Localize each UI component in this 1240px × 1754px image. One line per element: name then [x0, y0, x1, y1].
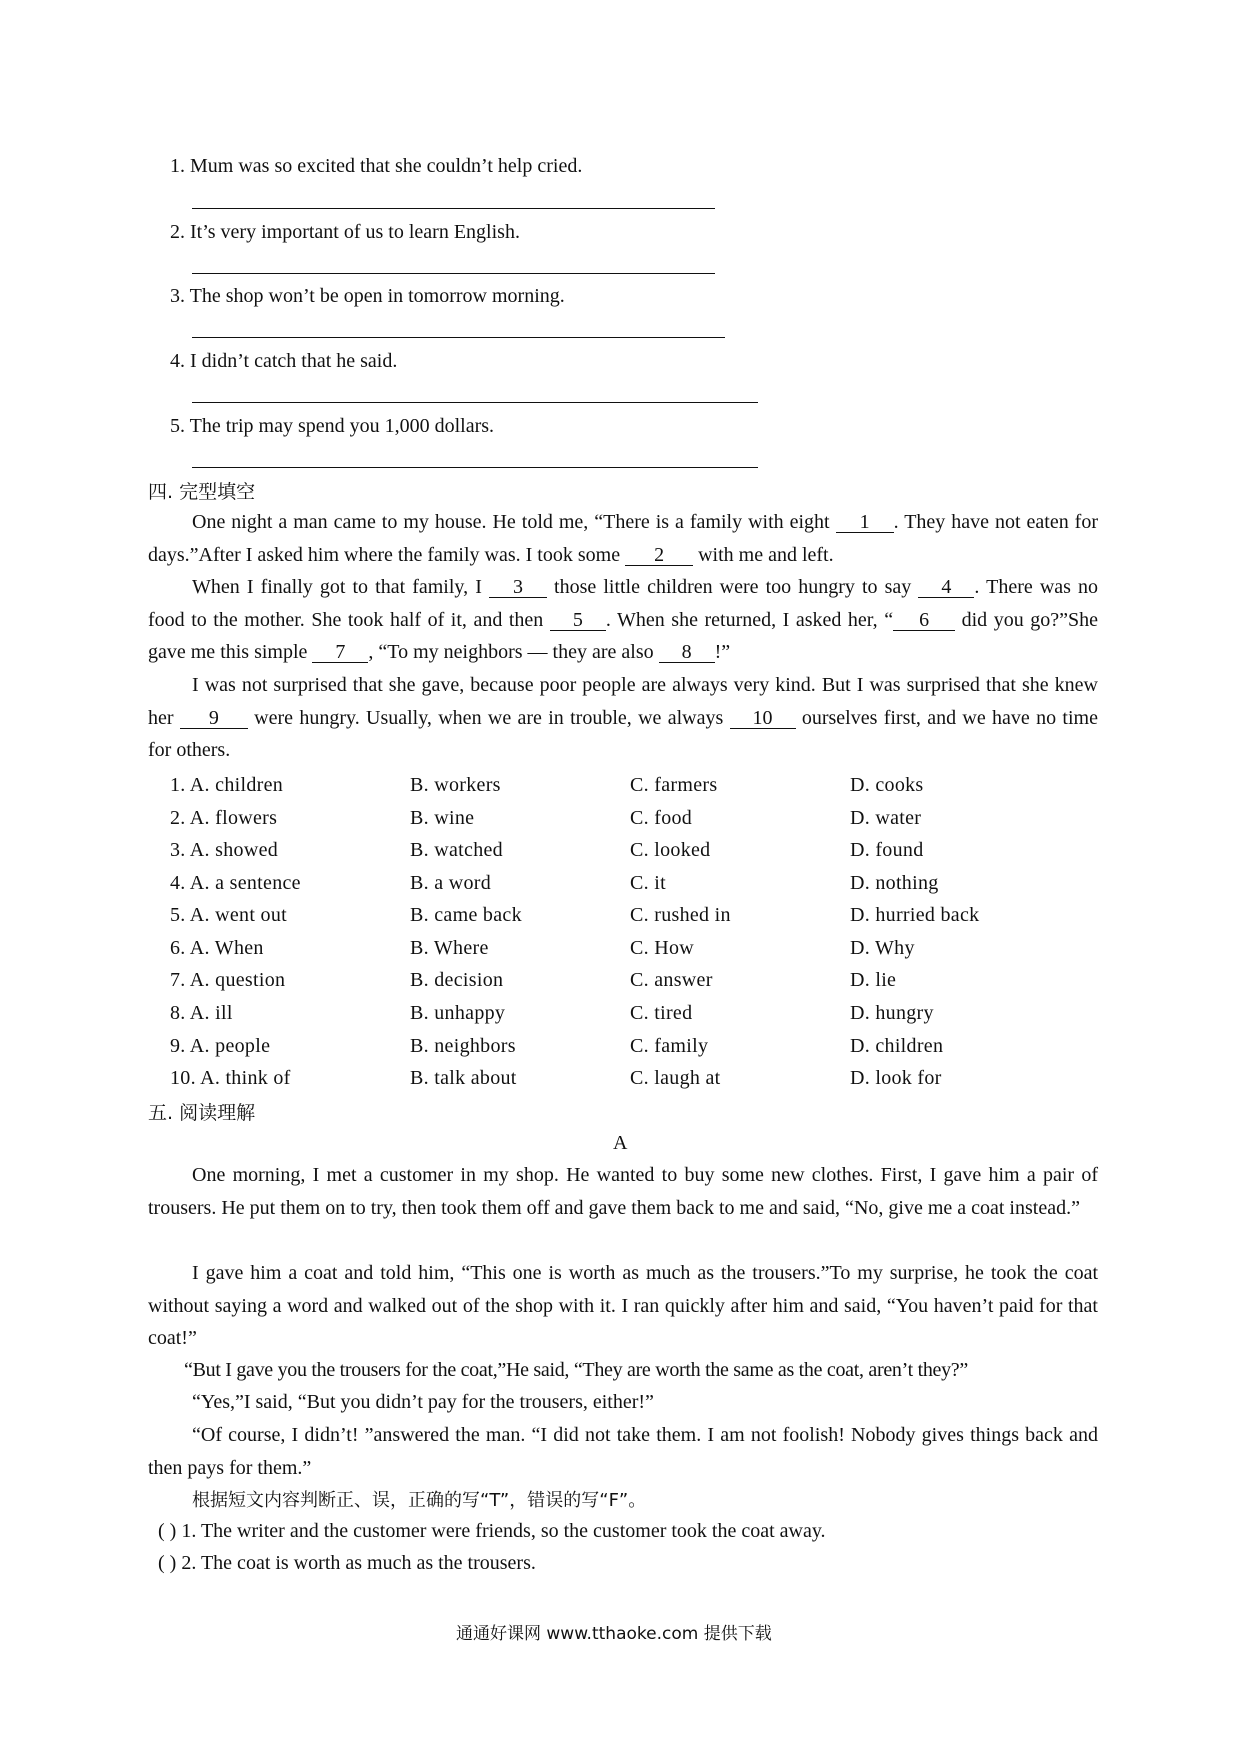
option-d: D. lie: [850, 969, 897, 991]
option-c: C. laugh at: [630, 1067, 721, 1089]
option-d: D. found: [850, 839, 924, 861]
option-a: 4. A. a sentence: [170, 872, 301, 894]
option-b: B. watched: [410, 839, 503, 861]
answer-line-2: [192, 273, 715, 274]
option-d: D. cooks: [850, 774, 924, 796]
option-d: D. water: [850, 807, 922, 829]
option-a: 10. A. think of: [170, 1067, 291, 1089]
option-d: D. hungry: [850, 1002, 934, 1024]
cloze-paragraph-2: When I finally got to that family, I 3 those little children were too hungry to say 4 . There was no food to the mother. She took half of it, and then 5 . When she returned, I asked her, “ 6 did you go?”She gave me this simple 7 , “To my neighbors — they are also 8 !”: [148, 576, 1099, 663]
correction-item-4: 4. I didn’t catch that he said.: [170, 350, 398, 372]
cloze-blank-4: 4: [918, 577, 974, 598]
option-a: 7. A. question: [170, 969, 286, 991]
passage-label: A: [613, 1132, 628, 1154]
option-d: D. Why: [850, 937, 915, 959]
option-c: C. answer: [630, 969, 713, 991]
tf-statement: 2. The coat is worth as much as the trousers.: [181, 1552, 536, 1574]
tf-item-1: [158, 1519, 826, 1543]
cloze-blank-5: 5: [550, 610, 606, 631]
answer-line-1: [192, 208, 715, 209]
correction-item-1: 1. Mum was so excited that she couldn’t help cried.: [170, 155, 583, 177]
option-b: B. decision: [410, 969, 504, 991]
reading-paragraph-3: “But I gave you the trousers for the coat,”He said, “They are worth the same as the coat, aren’t they?”: [184, 1359, 968, 1381]
cloze-blank-1: 1: [836, 512, 894, 533]
option-b: B. workers: [410, 774, 501, 796]
option-c: C. rushed in: [630, 904, 731, 926]
option-d: D. hurried back: [850, 904, 980, 926]
cloze-blank-8: 8: [659, 642, 715, 663]
correction-item-5: 5. The trip may spend you 1,000 dollars.: [170, 415, 495, 437]
option-c: C. tired: [630, 1002, 693, 1024]
correction-item-2: 2. It’s very important of us to learn English.: [170, 221, 520, 243]
answer-line-4: [192, 402, 758, 403]
option-c: C. it: [630, 872, 666, 894]
footer-text: 通通好课网 www.tthaoke.com 提供下载: [456, 1624, 772, 1644]
reading-paragraph-5: “Of course, I didn’t! ”answered the man. “I did not take them. I am not foolish! Nobody gives things back and then pays for them.”: [148, 1424, 1098, 1479]
option-b: B. Where: [410, 937, 489, 959]
option-d: D. nothing: [850, 872, 939, 894]
cloze-heading: 四. 完型填空: [148, 481, 256, 503]
option-c: C. How: [630, 937, 695, 959]
correction-item-3: 3. The shop won’t be open in tomorrow morning.: [170, 285, 565, 307]
option-b: B. neighbors: [410, 1035, 516, 1057]
option-b: B. unhappy: [410, 1002, 506, 1024]
reading-heading: 五. 阅读理解: [148, 1102, 256, 1124]
cloze-blank-9: 9: [180, 708, 248, 729]
option-b: B. wine: [410, 807, 475, 829]
cloze-blank-3: 3: [489, 577, 547, 598]
tf-instruction: 根据短文内容判断正、误，正确的写“T”，错误的写“F”。: [192, 1490, 647, 1511]
option-a: 1. A. children: [170, 774, 284, 796]
cloze-blank-7: 7: [312, 642, 368, 663]
tf-item-2: [158, 1551, 536, 1575]
answer-line-5: [192, 467, 758, 468]
reading-paragraph-2: I gave him a coat and told him, “This one is worth as much as the trousers.”To my surprise, he took the coat without saying a word and walked out of the shop with it. I ran quickly after him and said, “You haven’t paid for that coat!”: [148, 1262, 1098, 1349]
reading-paragraph-1: One morning, I met a customer in my shop. He wanted to buy some new clothes. First, I gave him a pair of trousers. He put them on to try, then took them off and gave them back to me and said, “No, give me a coat instead.”: [148, 1164, 1098, 1219]
cloze-blank-10: 10: [730, 708, 796, 729]
option-b: B. came back: [410, 904, 522, 926]
reading-paragraph-4: “Yes,”I said, “But you didn’t pay for the trousers, either!”: [192, 1391, 654, 1413]
cloze-paragraph-1: One night a man came to my house. He told me, “There is a family with eight 1 . They have not eaten for days.”After I asked him where the family was. I took some 2 with me and left.: [148, 511, 1098, 566]
cloze-paragraph-3: I was not surprised that she gave, because poor people are always very kind. But I was surprised that she knew her 9 were hungry. Usually, when we are in trouble, we always 10 ourselves first, and we have no time for others.: [148, 674, 1098, 761]
answer-paren[interactable]: ( ): [158, 1520, 177, 1542]
option-d: D. children: [850, 1035, 944, 1057]
option-a: 6. A. When: [170, 937, 264, 959]
option-c: C. farmers: [630, 774, 718, 796]
option-c: C. looked: [630, 839, 711, 861]
cloze-blank-6: 6: [893, 610, 955, 631]
tf-statement: 1. The writer and the customer were friends, so the customer took the coat away.: [181, 1520, 826, 1542]
option-a: 5. A. went out: [170, 904, 287, 926]
option-a: 3. A. showed: [170, 839, 279, 861]
option-b: B. talk about: [410, 1067, 517, 1089]
option-b: B. a word: [410, 872, 492, 894]
answer-line-3: [192, 337, 725, 338]
option-c: C. family: [630, 1035, 709, 1057]
cloze-blank-2: 2: [625, 545, 693, 566]
option-a: 2. A. flowers: [170, 807, 278, 829]
option-a: 9. A. people: [170, 1035, 271, 1057]
option-c: C. food: [630, 807, 693, 829]
option-d: D. look for: [850, 1067, 942, 1089]
answer-paren[interactable]: ( ): [158, 1552, 177, 1574]
option-a: 8. A. ill: [170, 1002, 233, 1024]
